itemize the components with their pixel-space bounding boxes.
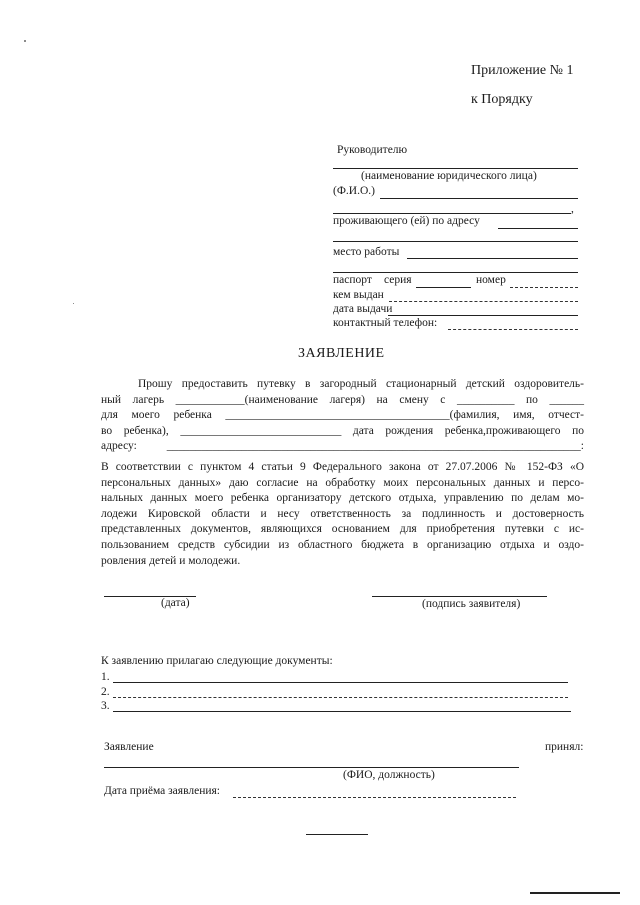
order-reference: к Порядку [471, 92, 533, 107]
consent-paragraph [101, 460, 584, 569]
request-line: во ребенка), ____________________________ дата рождения ребенка,проживающего по [101, 424, 584, 437]
fio-field-2[interactable] [333, 213, 571, 214]
documents-intro: К заявлению прилагаю следующие документы: [101, 655, 333, 667]
document-number: 3. [101, 700, 110, 712]
org-name-line[interactable] [333, 168, 578, 169]
consent-line: ровления детей и молодежи. [101, 554, 241, 567]
workplace-field[interactable] [407, 258, 578, 259]
org-name-hint: (наименование юридического лица) [361, 170, 537, 182]
issued-by-field[interactable] [389, 301, 578, 302]
request-line: адресу: ________________________________________________________________________: [101, 440, 584, 453]
issued-by-label: кем выдан [333, 289, 384, 301]
footer-dash [306, 834, 368, 835]
acceptance-label-right: принял: [545, 741, 584, 753]
phone-label: контактный телефон: [333, 317, 438, 329]
document-field-1[interactable] [113, 682, 568, 683]
document-number: 2. [101, 686, 110, 698]
address-label: проживающего (ей) по адресу [333, 215, 480, 227]
workplace-label: место работы [333, 246, 400, 258]
signature-line[interactable] [372, 596, 547, 597]
scan-speck [24, 40, 26, 42]
document-field-2[interactable] [113, 697, 568, 698]
request-line: Прошу предоставить путевку в загородный стационарный детский оздоровитель- [138, 378, 584, 390]
passport-series-field[interactable] [416, 287, 471, 288]
document-field-3[interactable] [113, 711, 571, 712]
fio-label: (Ф.И.О.) [333, 185, 375, 197]
consent-line: нальных данных моего ребенка организатору детского отдыха, управлению по делам мо- [101, 492, 584, 505]
request-paragraph [101, 377, 584, 455]
passport-number-label: номер [476, 274, 506, 286]
passport-series-label: серия [384, 274, 412, 286]
addressee-head: Руководителю [337, 144, 408, 156]
document-title: ЗАЯВЛЕНИЕ [298, 346, 385, 361]
acceptor-field[interactable] [104, 767, 519, 768]
workplace-field-2[interactable] [333, 272, 578, 273]
passport-number-field[interactable] [510, 287, 578, 288]
document-number: 1. [101, 671, 110, 683]
issue-date-field[interactable] [388, 315, 578, 316]
signature-caption: (подпись заявителя) [422, 598, 521, 610]
consent-line: представленных документов, являющихся основанием для приобретения путевки с ис- [101, 523, 584, 536]
request-line: ный лагерь ____________(наименование лагеря) на смену с __________ по ______ [101, 393, 584, 406]
page-footer-rule [530, 892, 620, 894]
acceptance-label-left: Заявление [104, 741, 154, 753]
address-field-2[interactable] [333, 241, 578, 242]
consent-line: В соответствии с пунктом 4 статьи 9 Федерального закона от 27.07.2006 № 152-ФЗ «О [101, 461, 584, 473]
fio-comma: , [571, 203, 574, 215]
acceptor-caption: (ФИО, должность) [343, 769, 435, 781]
date-caption: (дата) [161, 597, 190, 609]
receipt-date-label: Дата приёма заявления: [104, 785, 220, 797]
phone-field[interactable] [448, 329, 578, 330]
passport-label: паспорт [333, 274, 372, 286]
consent-line: пользованием средств субсидии из областного бюджета в организацию отдыха и оздо- [101, 538, 584, 551]
address-field[interactable] [498, 228, 578, 229]
issue-date-label: дата выдачи [333, 303, 393, 315]
scan-speck [73, 303, 74, 304]
fio-field[interactable] [380, 198, 578, 199]
consent-line: персональных данных» даю согласие на обработку моих персональных данных и персо- [101, 476, 584, 489]
request-line: для моего ребенка _______________________________________(фамилия, имя, отчест- [101, 409, 584, 422]
consent-line: лодежи Кировской области и несу ответственность за подлинность и достоверность [101, 507, 584, 520]
receipt-date-field[interactable] [233, 797, 516, 798]
appendix-label: Приложение № 1 [471, 63, 574, 78]
